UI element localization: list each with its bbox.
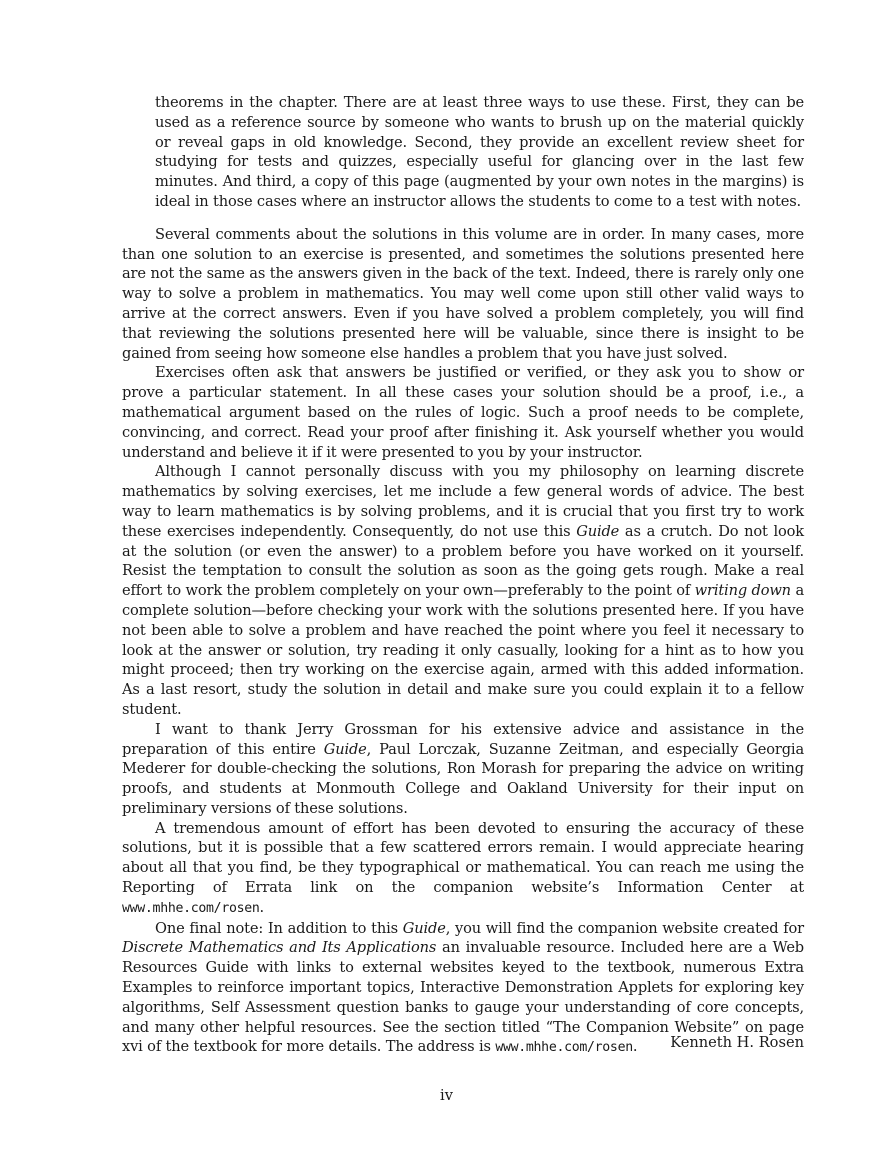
paragraph-text: theorems in the chapter. There are at least three ways to use these. First, they can be used as a reference source by someone who wants to brush up on the material quickly or reveal gaps in old knowledge. Second, they provide an excellent review sheet for studying for tests and quizzes, especially useful for glancing over in the last few minutes. And third, a copy of this page (augmented by your own notes in the margins) is ideal in those cases where an instructor allows the students to come to a test with notes. (155, 94, 804, 210)
paragraph-text: . (259, 898, 265, 916)
paragraph-text: , Paul Lorczak, Suzanne Zeitman, and especially Georgia Mederer for double-checking the solutions, Ron Morash for preparing the advice on writing proofs, and students at Monmouth College and Oakland University for their input on preliminary versions of these solutions. (122, 740, 804, 817)
paragraph-solution-comments (122, 225, 804, 364)
paragraph-text: A tremendous amount of effort has been devoted to ensuring the accuracy of these solutions, but it is possible that a few scattered errors remain. I would appreciate hearing about all that you find, be they typographical or mathematical. You can reach me using the Reporting of Errata link on the companion website’s Information Center at (122, 819, 804, 897)
guide-title: Guide (402, 919, 446, 937)
paragraph-text: Although I cannot personally discuss with you my philosophy on learning discrete mathematics by solving exercises, let me include a few general words of advice. The best way to learn mathematics is by solving problems, and it is crucial that you first try to work these exercises independently. Consequently, do not use this (122, 463, 804, 540)
paragraph-text: I want to thank Jerry Grossman for his extensive advice and assistance in the preparation of this entire (122, 720, 804, 758)
author-signature: Kenneth H. Rosen (670, 1034, 804, 1051)
page-body (122, 93, 804, 1058)
paragraph-text: an invaluable resource. Included here are a Web Resources Guide with links to external websites keyed to the textbook, numerous Extra Examples to reinforce important topics, Interactive Demonstration Applets for exploring key algorithms, Self Assessment question banks to gauge your understanding of core concepts, and many other helpful resources. See the section titled “The Companion Website” on page xvi of the textbook for more details. The address is (122, 939, 804, 1056)
book-title: Discrete Mathematics and Its Applications (122, 939, 437, 957)
website-url: www.mhhe.com/rosen (495, 1040, 633, 1056)
paragraph-text: as a crutch. Do not look at the solution (or even the answer) to a problem before you have worked on it yourself. Resist the temptation to consult the solution as soon as the going gets rough. Make a real effort to work the problem completely on your own—preferably to the point of (122, 522, 805, 600)
paragraph-text: Exercises often ask that answers be justified or verified, or they ask you to show or prove a particular statement. In all these cases your solution should be a proof, i.e., a mathematical argument based on the rules of logic. Such a proof needs to be complete, convincing, and correct. Read your proof after finishing it. Ask yourself whether you would understand and believe it if it were presented to you by your instructor. (122, 364, 804, 461)
paragraph-theorems-usage (122, 93, 804, 212)
paragraph-proofs (122, 363, 804, 462)
paragraph-text: , you will find the companion website created for (445, 919, 804, 937)
website-url: www.mhhe.com/rosen (122, 900, 260, 916)
guide-title: Guide (323, 740, 367, 758)
page-number: iv (440, 1087, 453, 1104)
paragraph-advice (122, 462, 804, 719)
guide-title: Guide (576, 522, 620, 540)
emphasis-text: writing down (694, 582, 791, 600)
paragraph-text: . (632, 1038, 638, 1056)
paragraph-text: One final note: In addition to this (155, 919, 403, 937)
paragraph-text: Several comments about the solutions in this volume are in order. In many cases, more than one solution to an exercise is presented, and sometimes the solutions presented here are not the same as the answers given in the back of the text. Indeed, there is rarely only one way to solve a problem in mathematics. You may well come upon still other valid ways to arrive at the correct answers. Even if you have solved a problem completely, you will find that reviewing the solutions presented here will be valuable, since there is insight to be gained from seeing how someone else handles a problem that you have just solved. (122, 225, 804, 362)
paragraph-errata (122, 819, 804, 919)
paragraph-acknowledgments (122, 720, 804, 819)
paragraph-text: a complete solution—before checking your work with the solutions presented here. If you have not been able to solve a problem and have reached the point where you feel it necessary to look at the answer or solution, try reading it only casually, looking for a hint as to how you might proceed; then try working on the exercise again, armed with this added information. As a last resort, study the solution in detail and make sure you could explain it to a fellow student. (122, 582, 804, 718)
